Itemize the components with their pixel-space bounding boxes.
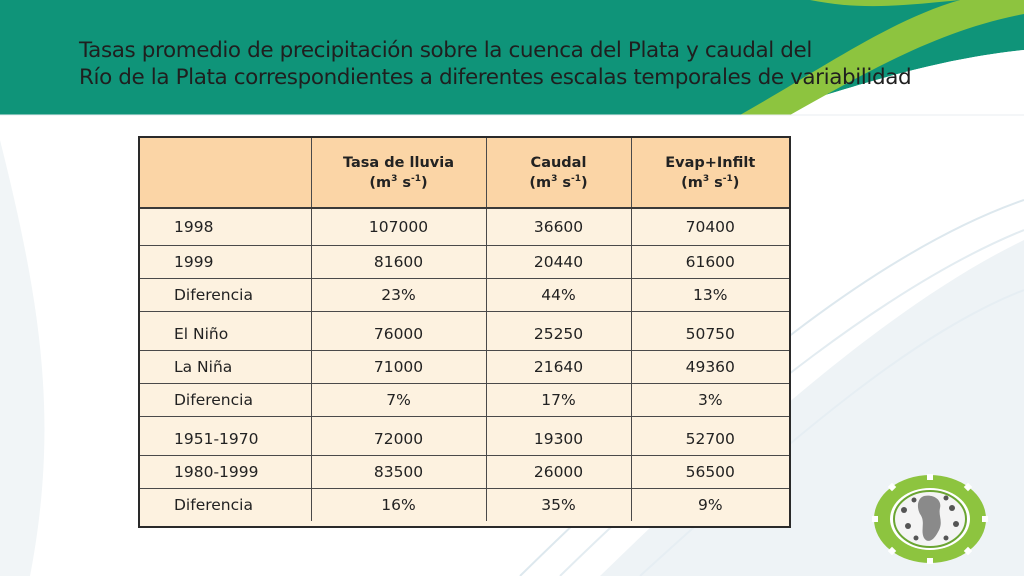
row-label: Diferencia bbox=[140, 279, 311, 312]
cell-rain: 107000 bbox=[311, 208, 486, 246]
cell-evap: 9% bbox=[697, 496, 723, 514]
row-label: Diferencia bbox=[140, 384, 311, 417]
cell-rain: 83500 bbox=[311, 456, 486, 489]
table-row bbox=[140, 384, 789, 417]
header-label: Evap+Infilt bbox=[665, 154, 756, 171]
header-label: Tasa de lluvia bbox=[342, 154, 454, 171]
data-table-container bbox=[138, 136, 791, 528]
row-label: Diferencia bbox=[140, 489, 311, 522]
header-cell-rain bbox=[311, 138, 486, 208]
cell-flow: 44% bbox=[486, 279, 631, 312]
table-row bbox=[140, 312, 789, 351]
cell-evap: 50750 bbox=[631, 312, 789, 351]
table-row bbox=[140, 208, 789, 246]
row-label: 1998 bbox=[140, 208, 311, 246]
table-row bbox=[140, 456, 789, 489]
table-row bbox=[140, 351, 789, 384]
cell-rain: 76000 bbox=[311, 312, 486, 351]
cell-flow: 25250 bbox=[486, 312, 631, 351]
table-header-row bbox=[140, 138, 789, 208]
cell-evap: 49360 bbox=[631, 351, 789, 384]
cell-flow: 20440 bbox=[486, 246, 631, 279]
institution-logo-icon bbox=[872, 474, 988, 564]
row-label: El Niño bbox=[140, 312, 311, 351]
cell-flow: 17% bbox=[486, 384, 631, 417]
cell-flow: 19300 bbox=[486, 417, 631, 456]
header-unit: ($m^3$ $s^{-1}$) bbox=[369, 173, 428, 191]
header-unit: ($m^3$ $s^{-1}$) bbox=[681, 173, 740, 191]
cell-rain: 72000 bbox=[311, 417, 486, 456]
slide-title-line-2: Río de la Plata correspondientes a diferentes escalas temporales de variabilidad bbox=[79, 65, 912, 90]
slide-title-line-1: Tasas promedio de precipitación sobre la cuenca del Plata y caudal del bbox=[79, 38, 812, 63]
header-unit: ($m^3$ $s^{-1}$) bbox=[529, 173, 588, 191]
cell-flow: 36600 bbox=[486, 208, 631, 246]
cell-evap: 52700 bbox=[631, 417, 789, 456]
slide-title bbox=[79, 37, 979, 91]
row-label: 1951-1970 bbox=[140, 417, 311, 456]
header-cell-empty bbox=[140, 138, 311, 208]
row-label: 1999 bbox=[140, 246, 311, 279]
cell-evap: 61600 bbox=[631, 246, 789, 279]
table-row bbox=[140, 489, 789, 522]
cell-flow: 21640 bbox=[486, 351, 631, 384]
header-label: Caudal bbox=[530, 154, 587, 171]
row-label: 1980-1999 bbox=[140, 456, 311, 489]
cell-evap: 70400 bbox=[631, 208, 789, 246]
table-row bbox=[140, 279, 789, 312]
cell-rain: 7% bbox=[311, 384, 486, 417]
cell-flow: 35% bbox=[486, 489, 631, 522]
table-row bbox=[140, 417, 789, 456]
cell-rain: 71000 bbox=[311, 351, 486, 384]
cell-evap: 56500 bbox=[631, 456, 789, 489]
cell-rain: 81600 bbox=[311, 246, 486, 279]
table-row bbox=[140, 246, 789, 279]
cell-flow: 26000 bbox=[486, 456, 631, 489]
precipitation-table bbox=[140, 138, 789, 521]
row-label: La Niña bbox=[140, 351, 311, 384]
cell-rain: 16% bbox=[311, 489, 486, 522]
cell-rain: 23% bbox=[311, 279, 486, 312]
cell-evap: 13% bbox=[631, 279, 789, 312]
cell-evap: 3% bbox=[631, 384, 789, 417]
header-cell-flow bbox=[486, 138, 631, 208]
header-cell-evap bbox=[631, 138, 789, 208]
